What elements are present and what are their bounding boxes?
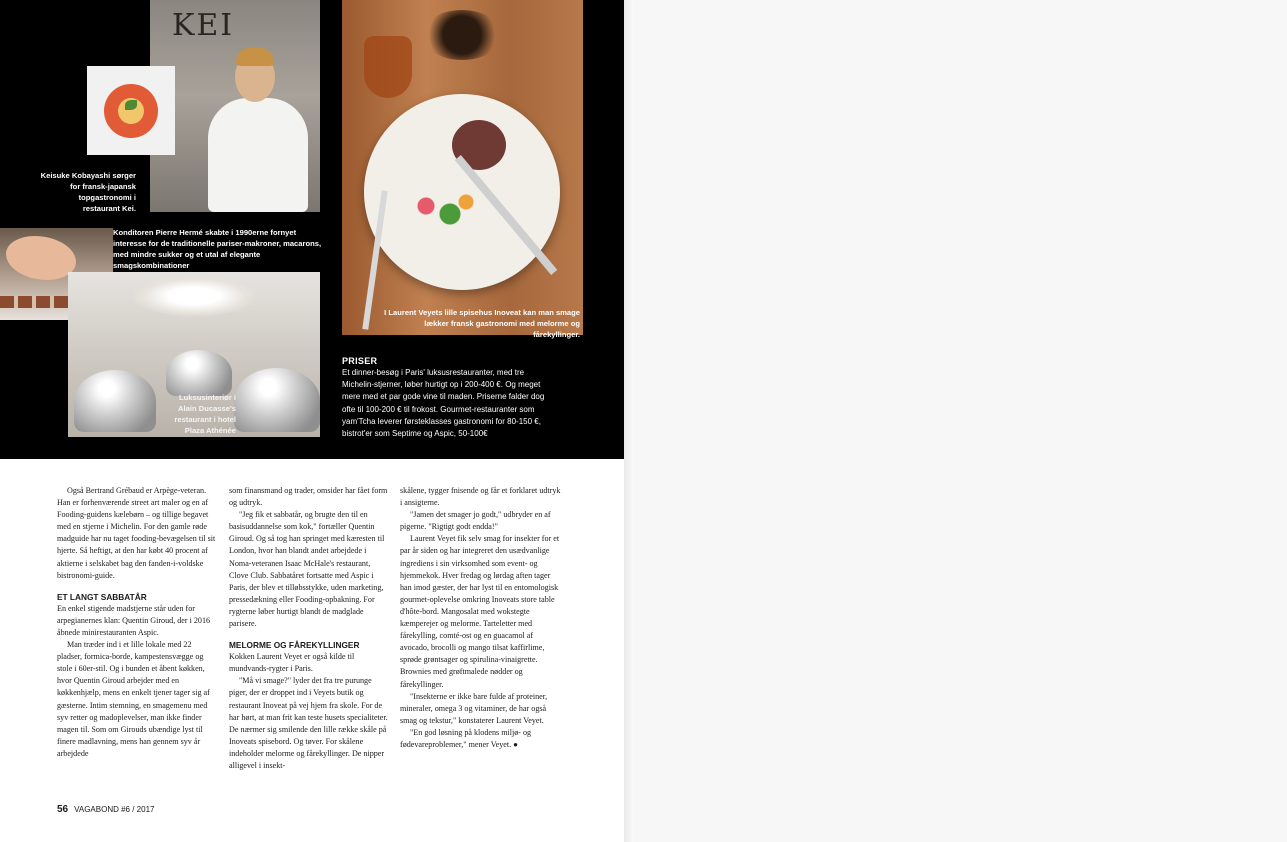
hand — [6, 236, 76, 280]
silver-dome-center — [166, 350, 232, 396]
chef-kei-photo — [150, 0, 320, 212]
paragraph: "Må vi smage?" lyder det fra tre purunge piger, der er droppet ind i Veyets butik og restaurant Inoveat på vej hjem fra skole. For de har hørt, at man frit kan teste husets specialiteter. De nærmer sig smilende den lille række skåle på Inoveats spisebord. Og tøver. For skålene indeholder melorme og fårekyllinger. De nipper alligevel i insekt- — [229, 676, 388, 770]
paragraph: En enkel stigende madstjerne står uden for arpegianernes klan: Quentin Giroud, der i 2016 åbnede minirestauranten Aspic. — [57, 603, 211, 637]
vegetable-garnish — [402, 190, 482, 230]
paragraph: skålene, tygger fnisende og får et forklaret udtryk i ansigterne. — [400, 486, 561, 508]
page-folio — [57, 799, 154, 817]
subheading-mealworms: MELORME OG FÅREKYLLINGER — [229, 640, 360, 651]
kei-sign: KEI — [172, 8, 235, 43]
paragraph: Laurent Veyet fik selv smag for insekter for et par år siden og har integreret den usædvanlige ingrediens i sin virksomhed som event- og hjemmekok. Hver fredag og lørdag aften tager han imod gæster, der har lyst til en entomologisk gourmet-oplevelse omkring Inoveats store table d'hôte-bord. Mangosalat med wokstegte kæmperejer og melorme. Tarteletter med fårekylling, comté-ost og en guacamol af avocado, brocolli og mango tilsat kaffirlime, sprøde grøntsager og spirulina-vinaigrette. Brownies med grøftmalede nødder og fårekyllinger. — [400, 534, 560, 689]
prices-body: Et dinner-besøg i Paris' luksusrestauranter, med tre Michelin-stjerner, løber hurtigt op i 200-400 €. Og meget mere med et par gode vine til maden. Priserne falder dog ofte til 100-200 € til frokost. Gourmet-restauranter som yam'Tcha leverer førsteklasses gastronomi for 80-150 €, bistrot'er som Septime og Aspic, 50-100€ — [342, 368, 545, 439]
paragraph: som finansmand og trader, omsider har fået form og udtryk. — [229, 486, 388, 508]
chandelier — [134, 276, 254, 316]
kei-caption: Keisuke Kobayashi sørger for fransk-japansk topgastronomi i restaurant Kei. — [40, 171, 136, 213]
inoveat-dish-photo — [342, 0, 583, 335]
magazine-issue: VAGABOND #6 / 2017 — [74, 805, 155, 814]
blank-facing-page — [634, 0, 1287, 842]
paragraph: "Jamen det smager jo godt," udbryder en af pigerne. "Rigtigt godt endda!" — [400, 510, 551, 532]
paragraph: Kokken Laurent Veyet er også kilde til mundvands-rygter i Paris. — [229, 652, 355, 674]
body-column-1 — [57, 485, 217, 760]
page-number: 56 — [57, 804, 69, 815]
dish-thumbnail-photo — [87, 66, 175, 155]
prices-title: PRISER — [342, 356, 378, 366]
silver-dome-right — [234, 368, 320, 432]
paragraph: "Insekterne er ikke bare fulde af proteiner, mineraler, omega 3 og vitaminer, de har også smag og tekstur," konstaterer Laurent Veyet. — [400, 691, 548, 725]
paragraph: Man træder ind i et lille lokale med 22 pladser, formica-borde, kampestensvægge og stole i 60er-stil. Og i bunden et åbent køkken, hvor Quentin Giroud arbejder med en køkkenhjælp, mens en enkelt tjener tager sig af gæsterne. Intim stemning, en smagemenu med syv retter og madoplevelser, man ikke finder magen til. Som om Girouds ubændige lyst til finere madlavning, mens han gennem syv år arbejdede — [57, 640, 210, 758]
plaza-caption: Luksusinteriør i Alain Ducasse's restaurant i hotel Plaza Athénée — [174, 393, 236, 435]
paragraph: "En god løsning på klodens miljø- og fødevareproblemer," mener Veyet. ● — [400, 727, 532, 749]
chef-jacket — [208, 98, 308, 212]
paragraph: Også Bertrand Grébaud er Arpège-veteran. Han er forhenværende street art maler og en af Fooding-guidens kælebørn – og tillige begavet med en stjerne i Michelin. For den gamle røde madguide har nu taget fooding-bevægelsen til sit hjerte. Så heftigt, at den har købt 40 procent af aktierne i selskabet bag den fanden-i-voldske bistronomi-guide. — [57, 486, 216, 580]
paragraph: "Jeg fik et sabbatår, og brugte den til en basisuddannelse som kok," fortæller Quentin Giroud. Og så tog han springet med kæresten til London, hvor han blandt andet arbejdede i Noma-veteranen Isaac McHale's restaurant, Clove Club. Sabbatåret fortsatte med Aspic i Paris, der blev et tilløbsstykke, uden marketing, pressedækning eller Fooding-opbakning. For rygterne løber hurtigt blandt de madglade parisere. — [229, 510, 385, 629]
tea-glass — [364, 36, 412, 98]
magazine-page — [0, 0, 624, 842]
silver-dome-left — [74, 370, 156, 432]
subheading-sabbatical: ET LANGT SABBATÅR — [57, 591, 147, 602]
herme-caption: Konditoren Pierre Hermé skabte i 1990erne fornyet interesse for de traditionelle pariser-makroner, macarons, med mindre sukker og et utal af elegante smagskombinationer — [113, 228, 322, 270]
body-column-2 — [229, 485, 389, 772]
veyet-caption: I Laurent Veyets lille spisehus Inoveat kan man smage lækker fransk gastronomi med melorme og fårekyllinger. — [384, 308, 580, 339]
prices-box — [342, 355, 556, 440]
dried-insects-pile — [422, 10, 502, 60]
chef-hair — [236, 48, 274, 66]
body-column-3 — [400, 485, 562, 751]
page-gutter — [624, 0, 634, 842]
dish-garnish-leaf — [125, 100, 137, 110]
